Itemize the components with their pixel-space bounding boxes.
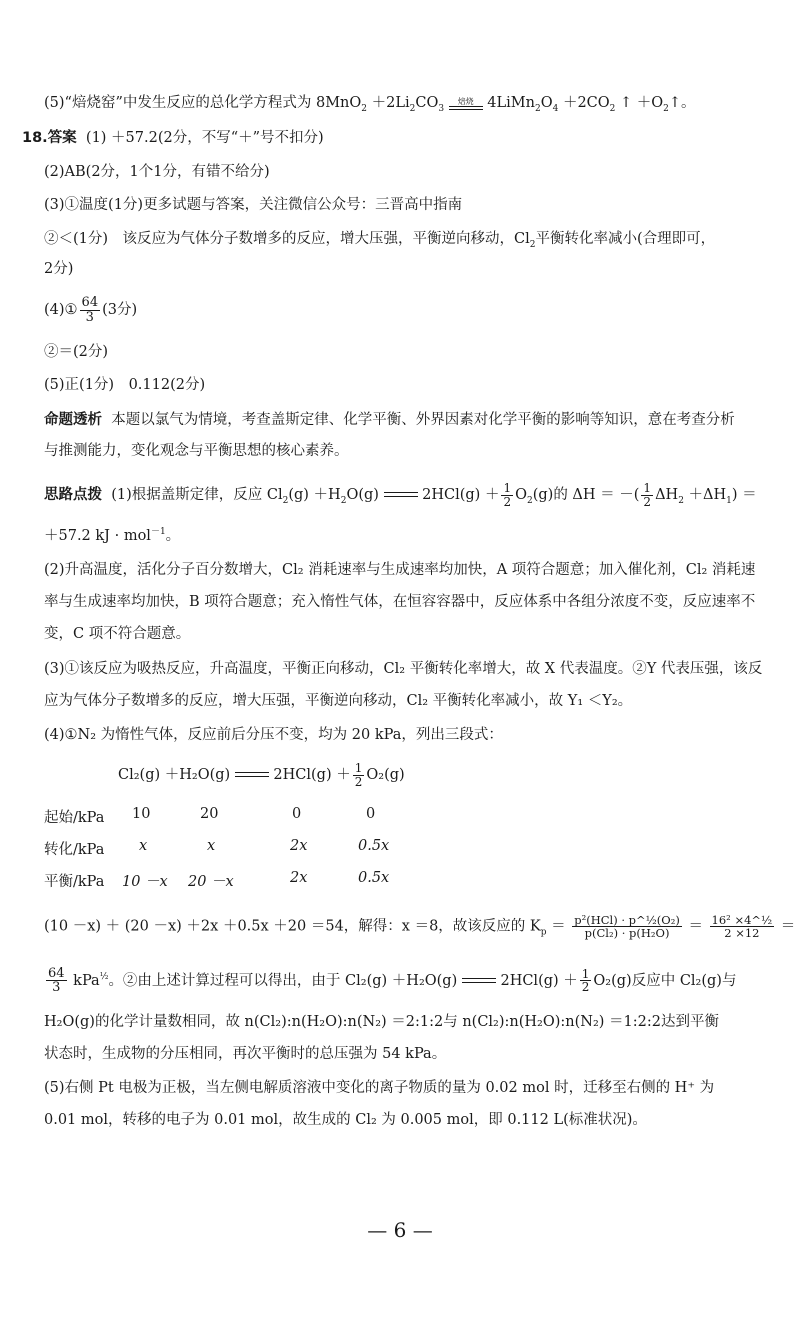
equilibrium-arrow xyxy=(235,772,269,778)
answer-4-2: ②＝(2分) xyxy=(44,344,109,360)
answer-3-1: (3)①温度(1分)更多试题与答案，关注微信公众号：三晋高中指南 xyxy=(44,197,463,213)
answer-3-2: ②＜(1分) 该反应为气体分子数增多的反应，增大压强，平衡逆向移动，$Cl_2$平衡转化率减小(合理即可， xyxy=(44,231,716,250)
fraction-half: $\frac{1}{2}$ xyxy=(643,481,652,509)
hint-4-line-1: (4)①N₂ 为惰性气体，反应前后分压不变，均为 20 kPa，列出三段式： xyxy=(44,727,503,743)
kp-value: $\frac{\text{16² ×4\textasciicircum{}½}}{2 \times 12}$ xyxy=(711,913,773,941)
hint-2-line-1: (2)升高温度，活化分子百分数增大，Cl₂ 消耗速率与生成速率均加快，A 项符合题意；加入催化剂，Cl₂ 消耗速 xyxy=(44,562,756,578)
hint-1-line-2: ＋57.2 kJ · mol$^{-1}$。 xyxy=(44,527,181,544)
hint-2-line-2: 率与生成速率均加快，B 项符合题意；充入惰性气体，在恒容容器中，反应体系中各组分浓度不变，反应速率不 xyxy=(44,594,756,610)
q5-equation-line: (5)“焙烧窑”中发生反应的总化学方程式为 $8MnO_2 +2Li_2CO_3$ 焙烧 $4LiMn_2O_4 +2CO_2$ ↑ $+O_2↑$。 xyxy=(44,95,696,114)
result-line-2: H₂O(g)的化学计量数相同，故 n(Cl₂):n(H₂O):n(N₂) ＝2:1:2与 n(Cl₂):n(H₂O):n(N₂) ＝1:2:2达到平衡 xyxy=(44,1014,720,1030)
hints-label: 思路点拨 xyxy=(44,487,102,504)
result-fraction: $\frac{64}{3}$ xyxy=(48,965,65,996)
page-number: — 6 — xyxy=(367,1218,433,1242)
hint-3-line-2: 应为气体分子数增多的反应，增大压强，平衡逆向移动，Cl₂ 平衡转化率减小，故 Y₁ ＜Y₂。 xyxy=(44,693,633,709)
fraction-half: $\frac{1}{2}$ xyxy=(354,761,363,789)
analysis-line-1: 命题透析 本题以氯气为情境，考查盖斯定律、化学平衡、外界因素对化学平衡的影响等知识，意在考查分析 xyxy=(44,412,735,428)
kp-expression: $\frac{\text{p²(HCl) · p\textasciicircum{}½(O₂)}}{\text{p(Cl₂) · p(H₂O)}}$ xyxy=(574,913,680,941)
result-line: $\frac{64}{3}$ kPa$^{\frac{1}{2}}$。②由上述计算过程可以得出，由于 Cl₂(g) ＋H₂O(g) 2HCl(g) ＋ $\frac{1}{2}$ O₂(g)反应中 Cl₂(g)与 xyxy=(48,965,737,996)
hint-5-line-2: 0.01 mol，转移的电子为 0.01 mol，故生成的 Cl₂ 为 0.005 mol，即 0.112 L(标准状况)。 xyxy=(44,1112,647,1128)
analysis-line-2: 与推测能力，变化观念与平衡思想的核心素养。 xyxy=(44,443,349,459)
answer-3-2-cont: 2分) xyxy=(44,261,74,277)
hint-1-line-1: 思路点拨 (1)根据盖斯定律，反应 $Cl_2(g) +H_2O(g) 2HCl(g)$ ＋ $\frac{1}{2}$ $O_2(g)$的 ΔH ＝ －( $\frac{1}{2}$ $\Delta H_2 +\Delta H_1$) ＝ xyxy=(44,481,757,509)
answer-page: (5)“焙烧窑”中发生反应的总化学方程式为 $8MnO_2 +2Li_2CO_3$ 焙烧 $4LiMn_2O_4 +2CO_2$ ↑ $+O_2↑$。 18.答案 (1) ＋57.2(2分，不写“＋”号不扣分) (2)AB(2分，1个1分，有错不给分) (3)①温度(1分)更多试题与答案，关注微信公众号：三晋高中指南 ②＜(1分) 该反应为气体分子数增多的反应，增大压强，平衡逆向移动，$Cl_2$平衡转化率减小(合理即可， 2分) (4)① $\frac{64}{3}$ (3分) ②＝(2分) (5)正(1分) 0.112(2分) 命题透析 本题以氯气为情境，考查盖斯定律、化学平衡、外界因素对化学平衡的影响等知识，意在考查分析 与推测能力，变化观念与平衡思想的核心素养。 思路点拨 (1)根据盖斯定律，反应 $Cl_2(g) +H_2O(g) 2HCl(g)$ ＋ $\frac{1}{2}$ $O_2(g)$的 ΔH ＝ －( $\frac{1}{2}$ $\Delta H_2 +\Delta H_1$) ＝ ＋57.2 kJ · mol$^{-1}$。 (2)升高温度，活化分子百分数增大，Cl₂ 消耗速率与生成速率均加快，A 项符合题意；加入催化剂，Cl₂ 消耗速 率与生成速率均加快，B 项符合题意；充入惰性气体，在恒容容器中，反应体系中各组分浓度不变，反应速率不 变，C 项不符合题意。 (3)①该反应为吸热反应，升高温度，平衡正向移动，Cl₂ 平衡转化率增大，故 X 代表温度。②Y 代表压强，该反 应为气体分子数增多的反应，增大压强，平衡逆向移动，Cl₂ 平衡转化率减小，故 Y₁ ＜Y₂。 (4)①N₂ 为惰性气体，反应前后分压不变，均为 20 kPa，列出三段式： Cl₂(g) ＋H₂O(g) 2HCl(g) ＋ $\frac{1}{2}$ O₂(g) 起始/kPa 10 20 0 0 转化/kPa x x 2x 0.5x 平衡/kPa 10 －x 20 －x 2x 0.5x (10 －x) ＋ (20 －x) ＋2x ＋0.5x ＋20 ＝54，解得：x ＝8，故该反应的 $K_p$ ＝ $\frac{\text{p²(HCl) · p\textasciicircum{}½(O₂)}}{\text{p(Cl₂) · p(H₂O)}}$ ＝ $\frac{\text{16² ×4\textasciicircum{}½}}{2 \times 12}$ ＝ $\frac{64}{3}$ kPa$^{\frac{1}{2}}$。②由上述计算过程可以得出，由于 Cl₂(g) ＋H₂O(g) 2HCl(g) ＋ $\frac{1}{2}$ O₂(g)反应中 Cl₂(g)与 H₂O(g)的化学计量数相同，故 n(Cl₂):n(H₂O):n(N₂) ＝2:1:2与 n(Cl₂):n(H₂O):n(N₂) ＝1:2:2达到平衡 状态时，生成物的分压相同，再次平衡时的总压强为 54 kPa。 (5)右侧 Pt 电极为正极，当左侧电解质溶液中变化的离子物质的量为 0.02 mol 时，迁移至右侧的 H⁺ 为 0.01 mol，转移的电子为 0.01 mol，故生成的 Cl₂ 为 0.005 mol，即 0.112 L(标准状况)。 — 6 — xyxy=(0,0,800,1325)
fraction-half: $\frac{1}{2}$ xyxy=(503,481,512,509)
reaction-arrow: 焙烧 xyxy=(449,97,483,110)
hint-5-line-1: (5)右侧 Pt 电极为正极，当左侧电解质溶液中变化的离子物质的量为 0.02 mol 时，迁移至右侧的 H⁺ 为 xyxy=(44,1080,715,1096)
answer-4-1: (4)① $\frac{64}{3}$ (3分) xyxy=(44,295,138,325)
hint-3-line-1: (3)①该反应为吸热反应，升高温度，平衡正向移动，Cl₂ 平衡转化率增大，故 X 代表温度。②Y 代表压强，该反 xyxy=(44,661,763,677)
fraction-half: $\frac{1}{2}$ xyxy=(581,966,590,995)
analysis-label: 命题透析 xyxy=(44,412,102,428)
answer-2: (2)AB(2分，1个1分，有错不给分) xyxy=(44,164,270,180)
answer-header: 18.答案 (1) ＋57.2(2分，不写“＋”号不扣分) xyxy=(22,130,324,146)
answer-5: (5)正(1分) 0.112(2分) xyxy=(44,377,206,393)
fraction: $\frac{64}{3}$ xyxy=(81,295,99,325)
three-stage-equation: Cl₂(g) ＋H₂O(g) 2HCl(g) ＋ $\frac{1}{2}$ O₂(g) xyxy=(118,761,405,789)
equilibrium-arrow xyxy=(384,492,418,498)
result-line-3: 状态时，生成物的分压相同，再次平衡时的总压强为 54 kPa。 xyxy=(44,1046,447,1062)
calc-line: (10 －x) ＋ (20 －x) ＋2x ＋0.5x ＋20 ＝54，解得：x ＝8，故该反应的 $K_p$ ＝ $\frac{\text{p²(HCl) · p\textasciicircum{}½(O₂)}}{\text{p(Cl₂) · p(H₂O)}}$ ＝ $\frac{\text{16² ×4\textasciicircum{}½}}{2 \times 12}$ ＝ xyxy=(44,913,796,941)
hint-2-line-3: 变，C 项不符合题意。 xyxy=(44,626,191,642)
answer-label: 答案 xyxy=(47,130,77,146)
equilibrium-arrow xyxy=(462,978,496,984)
